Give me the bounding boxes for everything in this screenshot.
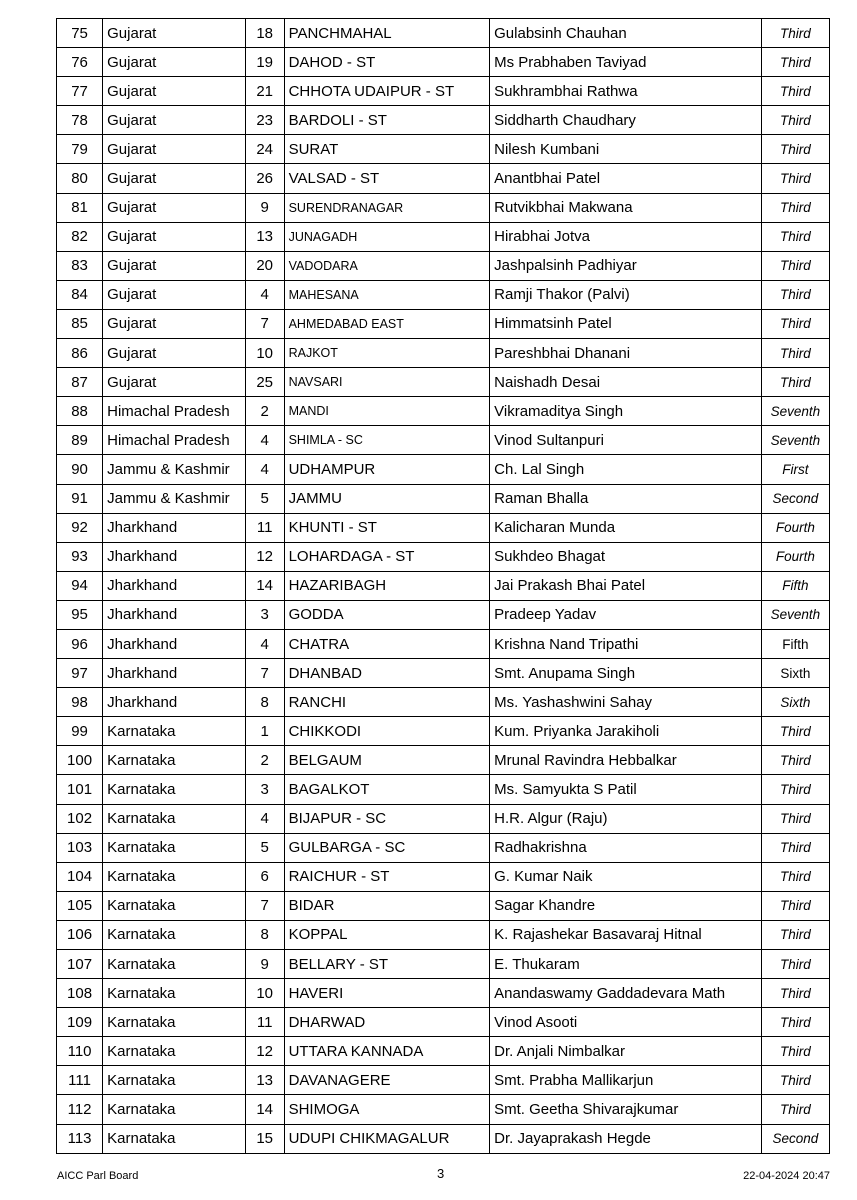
state-cell: Gujarat — [103, 339, 246, 368]
pc-number-cell: 13 — [245, 222, 284, 251]
candidate-cell: H.R. Algur (Raju) — [490, 804, 762, 833]
pc-number-cell: 13 — [245, 1066, 284, 1095]
constituency-cell: SHIMOGA — [284, 1095, 490, 1124]
serial-number-cell: 96 — [57, 629, 103, 658]
constituency-cell: MANDI — [284, 397, 490, 426]
constituency-cell: LOHARDAGA - ST — [284, 542, 490, 571]
constituency-cell: KOPPAL — [284, 920, 490, 949]
candidate-cell: Ramji Thakor (Palvi) — [490, 280, 762, 309]
serial-number-cell: 88 — [57, 397, 103, 426]
footer-board-name: AICC Parl Board — [57, 1170, 139, 1182]
position-cell: Sixth — [761, 659, 829, 688]
serial-number-cell: 106 — [57, 920, 103, 949]
table-row — [57, 193, 830, 222]
pc-number-cell: 3 — [245, 600, 284, 629]
constituency-cell: JUNAGADH — [284, 222, 490, 251]
table-row — [57, 717, 830, 746]
state-cell: Himachal Pradesh — [103, 397, 246, 426]
constituency-cell: MAHESANA — [284, 280, 490, 309]
constituency-cell: CHHOTA UDAIPUR - ST — [284, 77, 490, 106]
state-cell: Karnataka — [103, 979, 246, 1008]
pc-number-cell: 5 — [245, 833, 284, 862]
position-cell: Third — [761, 193, 829, 222]
state-cell: Karnataka — [103, 1066, 246, 1095]
constituency-cell: SURAT — [284, 135, 490, 164]
state-cell: Karnataka — [103, 1037, 246, 1066]
serial-number-cell: 91 — [57, 484, 103, 513]
table-row — [57, 280, 830, 309]
table-row — [57, 397, 830, 426]
table-row — [57, 1095, 830, 1124]
position-cell: Third — [761, 804, 829, 833]
state-cell: Karnataka — [103, 833, 246, 862]
pc-number-cell: 9 — [245, 950, 284, 979]
serial-number-cell: 102 — [57, 804, 103, 833]
serial-number-cell: 97 — [57, 659, 103, 688]
position-cell: Third — [761, 77, 829, 106]
pc-number-cell: 2 — [245, 746, 284, 775]
serial-number-cell: 75 — [57, 19, 103, 48]
state-cell: Karnataka — [103, 804, 246, 833]
pc-number-cell: 8 — [245, 920, 284, 949]
table-row — [57, 513, 830, 542]
constituency-cell: RAICHUR - ST — [284, 862, 490, 891]
pc-number-cell: 25 — [245, 368, 284, 397]
candidate-cell: Sukhdeo Bhagat — [490, 542, 762, 571]
constituency-cell: DHANBAD — [284, 659, 490, 688]
constituency-cell: KHUNTI - ST — [284, 513, 490, 542]
constituency-cell: HAVERI — [284, 979, 490, 1008]
constituency-cell: UDHAMPUR — [284, 455, 490, 484]
position-cell: Third — [761, 920, 829, 949]
constituency-cell: UDUPI CHIKMAGALUR — [284, 1124, 490, 1153]
constituency-cell: UTTARA KANNADA — [284, 1037, 490, 1066]
table-row — [57, 950, 830, 979]
state-cell: Gujarat — [103, 77, 246, 106]
table-row — [57, 1037, 830, 1066]
state-cell: Jharkhand — [103, 571, 246, 600]
state-cell: Gujarat — [103, 135, 246, 164]
constituency-cell: BIDAR — [284, 891, 490, 920]
page-number: 3 — [437, 1166, 445, 1181]
position-cell: Third — [761, 280, 829, 309]
position-cell: Third — [761, 979, 829, 1008]
state-cell: Himachal Pradesh — [103, 426, 246, 455]
serial-number-cell: 113 — [57, 1124, 103, 1153]
constituency-cell: BELLARY - ST — [284, 950, 490, 979]
table-row — [57, 368, 830, 397]
candidate-cell: Radhakrishna — [490, 833, 762, 862]
serial-number-cell: 111 — [57, 1066, 103, 1095]
table-row — [57, 920, 830, 949]
table-row — [57, 19, 830, 48]
candidate-cell: Nilesh Kumbani — [490, 135, 762, 164]
serial-number-cell: 95 — [57, 600, 103, 629]
candidate-cell: Dr. Jayaprakash Hegde — [490, 1124, 762, 1153]
constituency-cell: BELGAUM — [284, 746, 490, 775]
serial-number-cell: 101 — [57, 775, 103, 804]
position-cell: Third — [761, 1066, 829, 1095]
table-row — [57, 251, 830, 280]
constituency-cell: HAZARIBAGH — [284, 571, 490, 600]
candidate-cell: Vinod Sultanpuri — [490, 426, 762, 455]
constituency-cell: RAJKOT — [284, 339, 490, 368]
candidate-cell: Pareshbhai Dhanani — [490, 339, 762, 368]
constituency-cell: SURENDRANAGAR — [284, 193, 490, 222]
position-cell: Third — [761, 222, 829, 251]
table-row — [57, 600, 830, 629]
candidates-table — [56, 18, 830, 1154]
serial-number-cell: 110 — [57, 1037, 103, 1066]
state-cell: Jharkhand — [103, 600, 246, 629]
serial-number-cell: 107 — [57, 950, 103, 979]
pc-number-cell: 26 — [245, 164, 284, 193]
pc-number-cell: 1 — [245, 717, 284, 746]
candidate-cell: Pradeep Yadav — [490, 600, 762, 629]
state-cell: Karnataka — [103, 746, 246, 775]
pc-number-cell: 4 — [245, 426, 284, 455]
position-cell: Third — [761, 1037, 829, 1066]
state-cell: Jharkhand — [103, 542, 246, 571]
serial-number-cell: 87 — [57, 368, 103, 397]
pc-number-cell: 24 — [245, 135, 284, 164]
state-cell: Karnataka — [103, 920, 246, 949]
serial-number-cell: 80 — [57, 164, 103, 193]
table-row — [57, 542, 830, 571]
position-cell: Fourth — [761, 513, 829, 542]
position-cell: Sixth — [761, 688, 829, 717]
table-row — [57, 106, 830, 135]
constituency-cell: BIJAPUR - SC — [284, 804, 490, 833]
constituency-cell: DHARWAD — [284, 1008, 490, 1037]
table-row — [57, 164, 830, 193]
candidate-cell: Vinod Asooti — [490, 1008, 762, 1037]
table-row — [57, 48, 830, 77]
table-row — [57, 804, 830, 833]
position-cell: Third — [761, 251, 829, 280]
constituency-cell: BAGALKOT — [284, 775, 490, 804]
constituency-cell: JAMMU — [284, 484, 490, 513]
candidate-cell: Vikramaditya Singh — [490, 397, 762, 426]
pc-number-cell: 2 — [245, 397, 284, 426]
serial-number-cell: 103 — [57, 833, 103, 862]
serial-number-cell: 98 — [57, 688, 103, 717]
position-cell: Third — [761, 1095, 829, 1124]
state-cell: Jharkhand — [103, 629, 246, 658]
position-cell: Third — [761, 717, 829, 746]
candidate-cell: Ms. Yashashwini Sahay — [490, 688, 762, 717]
candidate-cell: Sukhrambhai Rathwa — [490, 77, 762, 106]
table-row — [57, 659, 830, 688]
serial-number-cell: 99 — [57, 717, 103, 746]
position-cell: Third — [761, 19, 829, 48]
state-cell: Gujarat — [103, 368, 246, 397]
state-cell: Gujarat — [103, 193, 246, 222]
pc-number-cell: 7 — [245, 891, 284, 920]
candidate-cell: Raman Bhalla — [490, 484, 762, 513]
constituency-cell: VALSAD - ST — [284, 164, 490, 193]
state-cell: Gujarat — [103, 19, 246, 48]
candidate-cell: Anandaswamy Gaddadevara Math — [490, 979, 762, 1008]
constituency-cell: CHIKKODI — [284, 717, 490, 746]
state-cell: Gujarat — [103, 48, 246, 77]
candidate-cell: Gulabsinh Chauhan — [490, 19, 762, 48]
table-row — [57, 629, 830, 658]
state-cell: Jharkhand — [103, 513, 246, 542]
state-cell: Gujarat — [103, 164, 246, 193]
state-cell: Gujarat — [103, 280, 246, 309]
candidate-cell: Smt. Prabha Mallikarjun — [490, 1066, 762, 1095]
position-cell: Third — [761, 309, 829, 338]
pc-number-cell: 6 — [245, 862, 284, 891]
constituency-cell: DAHOD - ST — [284, 48, 490, 77]
candidate-cell: Smt. Anupama Singh — [490, 659, 762, 688]
position-cell: Third — [761, 833, 829, 862]
candidate-cell: Jashpalsinh Padhiyar — [490, 251, 762, 280]
serial-number-cell: 82 — [57, 222, 103, 251]
candidate-cell: Jai Prakash Bhai Patel — [490, 571, 762, 600]
table-row — [57, 571, 830, 600]
serial-number-cell: 86 — [57, 339, 103, 368]
pc-number-cell: 11 — [245, 513, 284, 542]
pc-number-cell: 8 — [245, 688, 284, 717]
pc-number-cell: 4 — [245, 629, 284, 658]
table-row — [57, 833, 830, 862]
table-row — [57, 1066, 830, 1095]
state-cell: Jammu & Kashmir — [103, 484, 246, 513]
pc-number-cell: 15 — [245, 1124, 284, 1153]
state-cell: Gujarat — [103, 222, 246, 251]
serial-number-cell: 81 — [57, 193, 103, 222]
candidate-cell: Siddharth Chaudhary — [490, 106, 762, 135]
footer-timestamp: 22-04-2024 20:47 — [743, 1170, 830, 1182]
candidate-cell: G. Kumar Naik — [490, 862, 762, 891]
candidate-cell: Ch. Lal Singh — [490, 455, 762, 484]
pc-number-cell: 23 — [245, 106, 284, 135]
table-row — [57, 891, 830, 920]
serial-number-cell: 112 — [57, 1095, 103, 1124]
pc-number-cell: 9 — [245, 193, 284, 222]
state-cell: Karnataka — [103, 1095, 246, 1124]
position-cell: Third — [761, 164, 829, 193]
candidate-cell: Ms Prabhaben Taviyad — [490, 48, 762, 77]
position-cell: First — [761, 455, 829, 484]
table-row — [57, 339, 830, 368]
pc-number-cell: 12 — [245, 1037, 284, 1066]
position-cell: Second — [761, 1124, 829, 1153]
state-cell: Gujarat — [103, 251, 246, 280]
pc-number-cell: 4 — [245, 804, 284, 833]
table-row — [57, 309, 830, 338]
pc-number-cell: 18 — [245, 19, 284, 48]
candidate-cell: Hirabhai Jotva — [490, 222, 762, 251]
candidate-cell: Himmatsinh Patel — [490, 309, 762, 338]
state-cell: Karnataka — [103, 862, 246, 891]
pc-number-cell: 7 — [245, 309, 284, 338]
candidate-cell: Dr. Anjali Nimbalkar — [490, 1037, 762, 1066]
serial-number-cell: 84 — [57, 280, 103, 309]
state-cell: Karnataka — [103, 891, 246, 920]
serial-number-cell: 104 — [57, 862, 103, 891]
constituency-cell: SHIMLA - SC — [284, 426, 490, 455]
pc-number-cell: 19 — [245, 48, 284, 77]
serial-number-cell: 78 — [57, 106, 103, 135]
state-cell: Jharkhand — [103, 659, 246, 688]
pc-number-cell: 3 — [245, 775, 284, 804]
position-cell: Third — [761, 135, 829, 164]
table-row — [57, 979, 830, 1008]
serial-number-cell: 89 — [57, 426, 103, 455]
candidate-cell: Naishadh Desai — [490, 368, 762, 397]
serial-number-cell: 77 — [57, 77, 103, 106]
table-row — [57, 77, 830, 106]
pc-number-cell: 12 — [245, 542, 284, 571]
pc-number-cell: 11 — [245, 1008, 284, 1037]
serial-number-cell: 79 — [57, 135, 103, 164]
pc-number-cell: 20 — [245, 251, 284, 280]
candidate-cell: Sagar Khandre — [490, 891, 762, 920]
pc-number-cell: 4 — [245, 455, 284, 484]
table-row — [57, 426, 830, 455]
position-cell: Third — [761, 746, 829, 775]
state-cell: Jammu & Kashmir — [103, 455, 246, 484]
state-cell: Karnataka — [103, 775, 246, 804]
position-cell: Third — [761, 862, 829, 891]
pc-number-cell: 10 — [245, 979, 284, 1008]
constituency-cell: CHATRA — [284, 629, 490, 658]
position-cell: Fourth — [761, 542, 829, 571]
constituency-cell: GULBARGA - SC — [284, 833, 490, 862]
pc-number-cell: 10 — [245, 339, 284, 368]
serial-number-cell: 83 — [57, 251, 103, 280]
constituency-cell: VADODARA — [284, 251, 490, 280]
position-cell: Second — [761, 484, 829, 513]
position-cell: Third — [761, 891, 829, 920]
position-cell: Third — [761, 1008, 829, 1037]
candidate-cell: Smt. Geetha Shivarajkumar — [490, 1095, 762, 1124]
state-cell: Karnataka — [103, 950, 246, 979]
serial-number-cell: 93 — [57, 542, 103, 571]
serial-number-cell: 100 — [57, 746, 103, 775]
position-cell: Third — [761, 775, 829, 804]
table-row — [57, 1008, 830, 1037]
position-cell: Third — [761, 368, 829, 397]
state-cell: Gujarat — [103, 106, 246, 135]
constituency-cell: PANCHMAHAL — [284, 19, 490, 48]
position-cell: Seventh — [761, 600, 829, 629]
state-cell: Karnataka — [103, 717, 246, 746]
pc-number-cell: 21 — [245, 77, 284, 106]
candidate-cell: Kalicharan Munda — [490, 513, 762, 542]
position-cell: Seventh — [761, 397, 829, 426]
candidate-cell: Anantbhai Patel — [490, 164, 762, 193]
table-row — [57, 862, 830, 891]
table-row — [57, 1124, 830, 1153]
position-cell: Third — [761, 106, 829, 135]
table-row — [57, 455, 830, 484]
serial-number-cell: 94 — [57, 571, 103, 600]
position-cell: Fifth — [761, 629, 829, 658]
constituency-cell: NAVSARI — [284, 368, 490, 397]
serial-number-cell: 105 — [57, 891, 103, 920]
table-row — [57, 484, 830, 513]
constituency-cell: BARDOLI - ST — [284, 106, 490, 135]
state-cell: Karnataka — [103, 1124, 246, 1153]
candidate-cell: K. Rajashekar Basavaraj Hitnal — [490, 920, 762, 949]
state-cell: Jharkhand — [103, 688, 246, 717]
constituency-cell: RANCHI — [284, 688, 490, 717]
pc-number-cell: 5 — [245, 484, 284, 513]
serial-number-cell: 90 — [57, 455, 103, 484]
constituency-cell: AHMEDABAD EAST — [284, 309, 490, 338]
table-row — [57, 775, 830, 804]
position-cell: Seventh — [761, 426, 829, 455]
candidate-cell: Mrunal Ravindra Hebbalkar — [490, 746, 762, 775]
position-cell: Third — [761, 339, 829, 368]
candidate-cell: Rutvikbhai Makwana — [490, 193, 762, 222]
table-row — [57, 222, 830, 251]
pc-number-cell: 14 — [245, 1095, 284, 1124]
pc-number-cell: 7 — [245, 659, 284, 688]
candidate-cell: Ms. Samyukta S Patil — [490, 775, 762, 804]
state-cell: Karnataka — [103, 1008, 246, 1037]
pc-number-cell: 4 — [245, 280, 284, 309]
state-cell: Gujarat — [103, 309, 246, 338]
table-row — [57, 688, 830, 717]
candidate-cell: E. Thukaram — [490, 950, 762, 979]
table-body — [57, 19, 830, 1154]
constituency-cell: GODDA — [284, 600, 490, 629]
serial-number-cell: 76 — [57, 48, 103, 77]
serial-number-cell: 85 — [57, 309, 103, 338]
position-cell: Third — [761, 48, 829, 77]
serial-number-cell: 92 — [57, 513, 103, 542]
table-row — [57, 135, 830, 164]
position-cell: Fifth — [761, 571, 829, 600]
position-cell: Third — [761, 950, 829, 979]
constituency-cell: DAVANAGERE — [284, 1066, 490, 1095]
serial-number-cell: 108 — [57, 979, 103, 1008]
table-row — [57, 746, 830, 775]
candidate-cell: Kum. Priyanka Jarakiholi — [490, 717, 762, 746]
pc-number-cell: 14 — [245, 571, 284, 600]
serial-number-cell: 109 — [57, 1008, 103, 1037]
candidate-cell: Krishna Nand Tripathi — [490, 629, 762, 658]
